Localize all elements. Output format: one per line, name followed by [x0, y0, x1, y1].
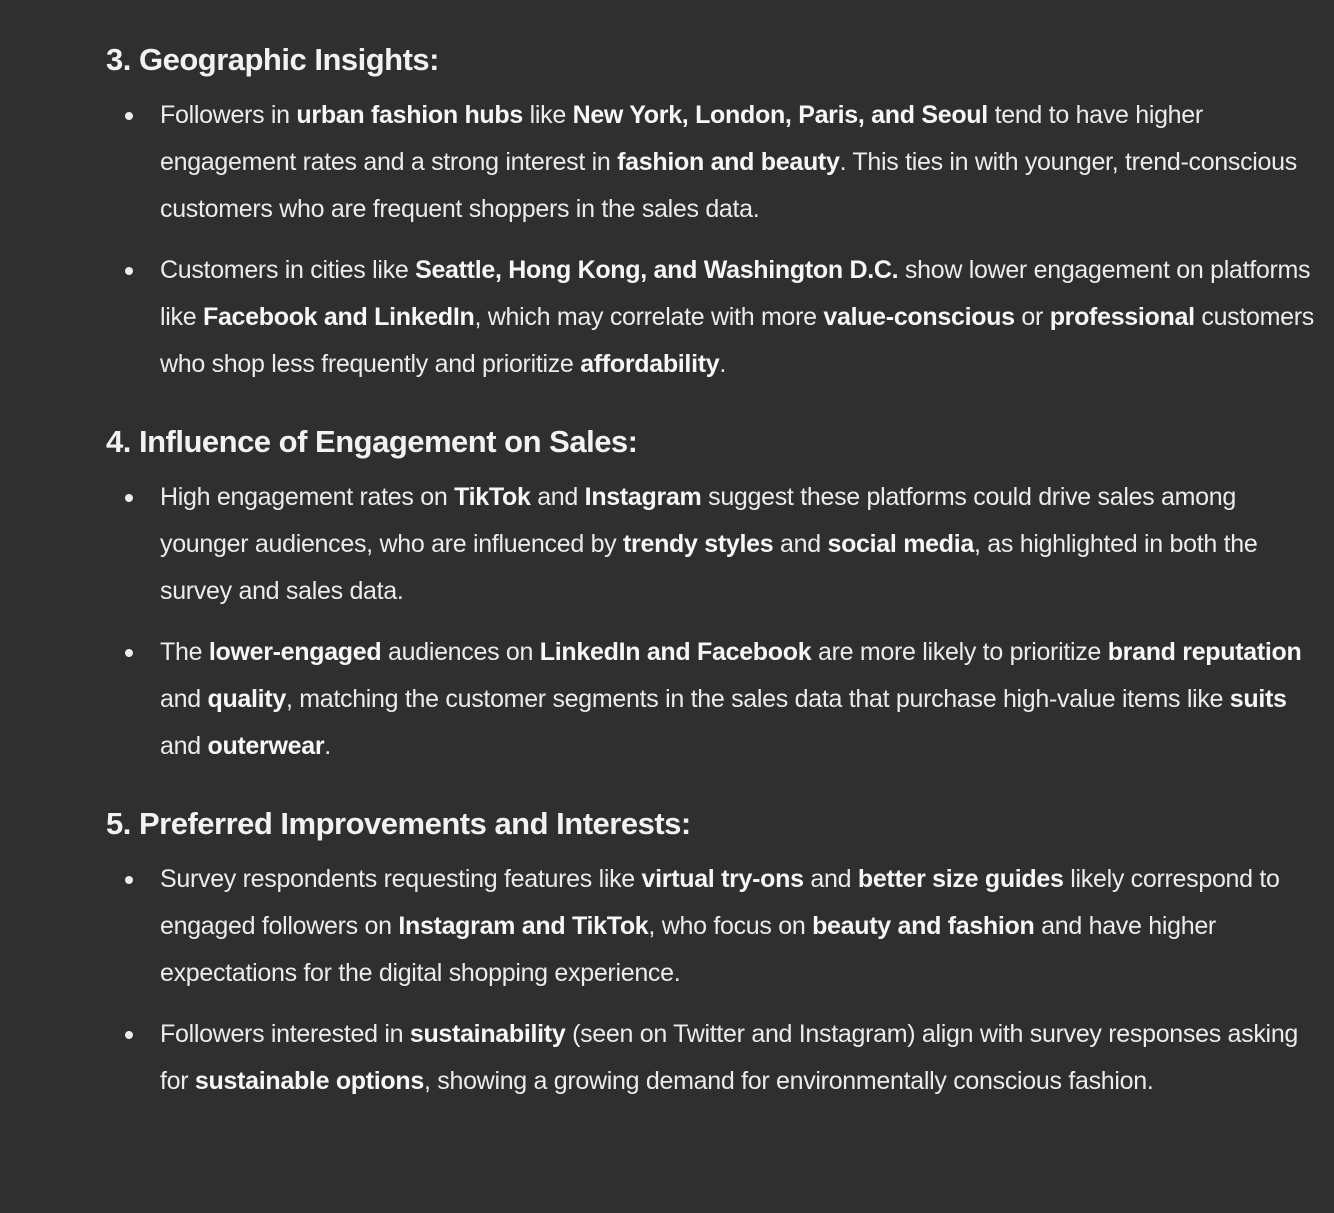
text-run: are more likely to prioritize — [811, 638, 1108, 666]
bold-phrase: sustainability — [409, 1020, 566, 1048]
bold-phrase: urban fashion hubs — [296, 101, 523, 129]
section-heading: 4. Influence of Engagement on Sales: — [106, 424, 638, 459]
bold-phrase: Seattle, Hong Kong, and Washington D.C. — [415, 256, 899, 284]
bold-phrase: social media — [827, 530, 974, 558]
list-item — [106, 629, 1326, 770]
bold-phrase: lower-engaged — [208, 638, 382, 666]
text-run: suggest these platforms could drive sales among younger audiences, who are influenced by — [160, 483, 1236, 558]
bold-phrase: LinkedIn and Facebook — [539, 638, 812, 666]
bullet-dot-icon — [125, 876, 133, 884]
bullet-text — [160, 483, 1257, 605]
bullet-list — [106, 474, 1326, 770]
text-run: tend to have higher engagement rates and a strong interest in — [160, 101, 1203, 176]
bullet-dot-icon — [125, 649, 133, 657]
text-run: and — [530, 483, 585, 511]
bold-phrase: Instagram — [584, 483, 702, 511]
message-content — [106, 38, 1326, 1105]
text-run: Followers interested in — [160, 1020, 410, 1048]
bullet-text — [160, 865, 1280, 987]
bullet-text — [160, 638, 1302, 760]
text-run: High engagement rates on — [160, 483, 455, 511]
bold-phrase: brand reputation — [1107, 638, 1302, 666]
bold-phrase: Instagram and TikTok — [398, 912, 649, 940]
text-run: or — [1014, 303, 1050, 331]
text-run: Followers in — [160, 101, 297, 129]
list-item — [106, 92, 1326, 233]
text-run: , who focus on — [648, 912, 813, 940]
list-item — [106, 1011, 1326, 1105]
bold-phrase: sustainable options — [194, 1067, 424, 1095]
bold-phrase: quality — [207, 685, 286, 713]
bold-phrase: suits — [1229, 685, 1287, 713]
text-run: . — [719, 350, 727, 378]
text-run: audiences on — [381, 638, 540, 666]
text-run: and — [160, 685, 208, 713]
bullet-list — [106, 856, 1326, 1105]
text-run: , which may correlate with more — [474, 303, 824, 331]
bold-phrase: beauty and fashion — [812, 912, 1035, 940]
section-influence-of-engagement — [106, 420, 1326, 770]
text-run: , as highlighted in both the survey and sales data. — [160, 530, 1258, 605]
text-run: . — [324, 732, 331, 760]
list-item — [106, 247, 1326, 388]
text-run: show lower engagement on platforms like — [160, 256, 1311, 331]
bold-phrase: TikTok — [454, 483, 531, 511]
text-run: , matching the customer segments in the sales data that purchase high-value items like — [285, 685, 1230, 713]
bold-phrase: New York, London, Paris, and Seoul — [572, 101, 988, 129]
text-run: Survey respondents requesting features like — [160, 865, 642, 893]
bold-phrase: Facebook and LinkedIn — [202, 303, 475, 331]
bold-phrase: virtual try-ons — [641, 865, 804, 893]
bullet-dot-icon — [125, 494, 133, 502]
text-run: and have higher expectations for the digital shopping experience. — [160, 912, 1216, 987]
text-run: likely correspond to engaged followers on — [160, 865, 1280, 940]
bullet-list — [106, 92, 1326, 388]
list-item — [106, 474, 1326, 615]
text-run: customers who shop less frequently and prioritize — [160, 303, 1314, 378]
text-run: . This ties in with younger, trend-conscious customers who are frequent shoppers in the sales data. — [160, 148, 1297, 223]
list-item — [106, 856, 1326, 997]
text-run: like — [522, 101, 573, 129]
section-geographic-insights — [106, 38, 1326, 388]
bold-phrase: value-conscious — [823, 303, 1015, 331]
bold-phrase: affordability — [580, 350, 720, 378]
text-run: , showing a growing demand for environmentally conscious fashion. — [423, 1067, 1154, 1095]
text-run: and — [803, 865, 858, 893]
bullet-dot-icon — [125, 1031, 133, 1039]
section-heading: 5. Preferred Improvements and Interests: — [106, 806, 691, 841]
text-run: and — [160, 732, 208, 760]
bold-phrase: trendy styles — [623, 530, 774, 558]
bold-phrase: fashion and beauty — [617, 148, 840, 176]
bold-phrase: better size guides — [857, 865, 1064, 893]
text-run: (seen on Twitter and Instagram) align with survey responses asking for — [160, 1020, 1299, 1095]
bullet-text — [160, 101, 1297, 223]
section-preferred-improvements — [106, 802, 1326, 1105]
bold-phrase: outerwear — [207, 732, 325, 760]
section-heading: 3. Geographic Insights: — [106, 42, 439, 77]
bullet-text — [160, 1020, 1298, 1095]
bullet-dot-icon — [125, 112, 133, 120]
bold-phrase: professional — [1049, 303, 1195, 331]
text-run: Customers in cities like — [160, 256, 416, 284]
text-run: and — [773, 530, 828, 558]
bullet-dot-icon — [125, 267, 133, 275]
bullet-text — [160, 256, 1314, 378]
text-run: The — [160, 638, 209, 666]
